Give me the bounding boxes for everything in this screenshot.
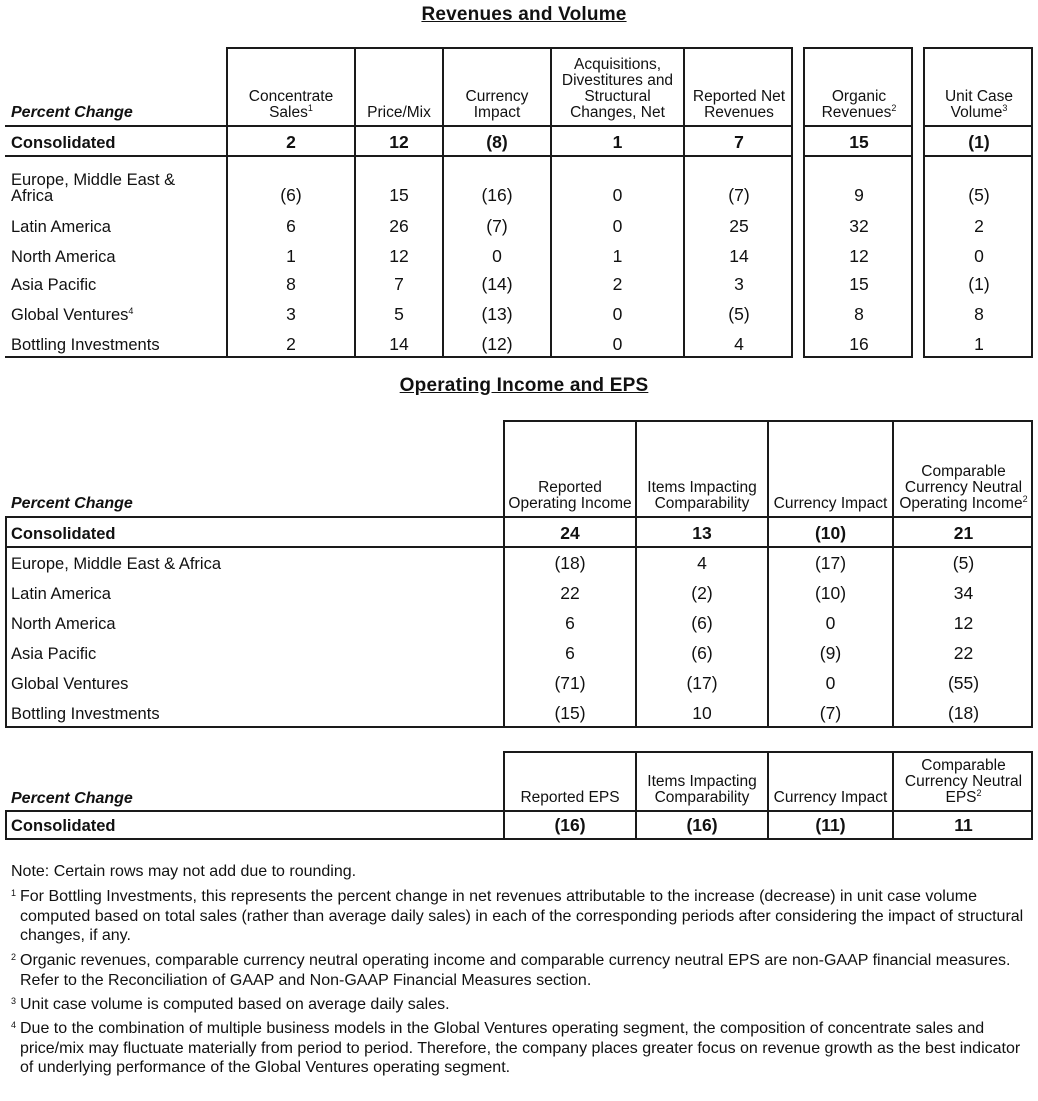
table-cell: (12) (481, 334, 513, 354)
table-cell: (1) (968, 274, 990, 294)
table-cell: 0 (825, 673, 836, 693)
table-cell: (16) (481, 185, 513, 205)
row-label-text: Global Ventures (11, 306, 129, 324)
percent-change-label: Percent Change (11, 790, 133, 807)
column-header-text: Reported Net Revenues (692, 88, 786, 121)
consolidated-value: 2 (286, 132, 296, 152)
footnote-text: Unit case volume is computed based on average daily sales. (20, 996, 450, 1013)
table-cell: (5) (952, 553, 975, 573)
footnote (11, 1019, 1033, 1078)
column-header-text: Currency Impact (773, 495, 888, 512)
row-label-text: Bottling Investments (11, 336, 160, 354)
footnote-marker: 3 (1002, 103, 1008, 113)
footnote-number: 2 (11, 952, 17, 962)
operating-income-eps-title: Operating Income and EPS (399, 375, 649, 396)
row-label: Global Ventures (11, 675, 129, 693)
column-header (637, 425, 767, 512)
consolidated-value: (16) (686, 815, 718, 835)
table-cell: 6 (565, 613, 575, 633)
table-cell: 0 (825, 613, 836, 633)
table-cell: 12 (953, 613, 974, 633)
column-header-text: Items Impacting Comparability (647, 479, 757, 512)
table-cell: (6) (280, 185, 302, 205)
column-header (637, 756, 767, 806)
row-label: North America (11, 615, 116, 633)
consolidated-label: Consolidated (11, 134, 116, 152)
consolidated-value: (1) (968, 132, 990, 152)
column-header (805, 52, 913, 121)
footnote (11, 887, 1033, 946)
column-header-text: Reported Operating Income (508, 479, 632, 512)
footnote-marker: 2 (976, 788, 982, 798)
row-label (11, 336, 160, 355)
table-cell: (55) (947, 673, 980, 693)
column-header (505, 756, 635, 806)
table-cell: 5 (394, 304, 404, 324)
table-cell: 15 (849, 274, 869, 294)
column-header-text: Items Impacting Comparability (647, 773, 757, 806)
consolidated-value: (8) (486, 132, 508, 152)
row-label: Asia Pacific (11, 645, 97, 663)
footnote-number: 1 (11, 888, 17, 898)
row-label: Europe, Middle East & Africa (11, 555, 222, 573)
percent-change-label: Percent Change (11, 495, 133, 512)
footnote-marker: 2 (1022, 494, 1028, 504)
row-label: Bottling Investments (11, 705, 160, 723)
row-label (11, 276, 96, 295)
table-cell: 2 (612, 274, 623, 294)
column-header-text: Price/Mix (367, 104, 431, 121)
table-cell: (18) (947, 703, 980, 723)
footnote (11, 951, 1033, 990)
table-cell: (14) (481, 274, 513, 294)
column-header (505, 425, 635, 512)
table-cell: 12 (389, 246, 409, 266)
row-label-text: Asia Pacific (11, 276, 97, 294)
consolidated-value: (16) (554, 815, 586, 835)
column-header-text: Reported EPS (520, 789, 620, 806)
column-header-text: Organic Revenues$^2$ (821, 88, 897, 121)
column-header (769, 756, 892, 806)
footnote-number: 3 (11, 996, 17, 1006)
table-cell: 12 (849, 246, 869, 266)
consolidated-value: 12 (389, 132, 409, 152)
column-header-text: Currency Impact (465, 88, 529, 121)
row-label: Latin America (11, 585, 111, 603)
table-cell: 10 (692, 703, 712, 723)
column-header (894, 425, 1033, 512)
table-cell: (17) (686, 673, 718, 693)
footnote (11, 995, 1033, 1015)
table-cell: 1 (286, 246, 296, 266)
footnote-text: For Bottling Investments, this represents the percent change in net revenues attributable to the increase (decrease) in unit case volume computed based on total sales (rather than average daily sales) in each of the corresponding periods after considering the impact of structural changes, if any. (20, 888, 1024, 944)
rounding-note: Note: Certain rows may not add due to rounding. (11, 863, 357, 880)
table-cell: (6) (691, 613, 713, 633)
footnote-number: 4 (11, 1020, 17, 1030)
percent-change-label: Percent Change (11, 104, 133, 121)
row-label (11, 306, 133, 325)
table-cell: 2 (974, 216, 984, 236)
footnote-marker: 1 (307, 103, 313, 113)
table-cell: (6) (691, 643, 713, 663)
table-cell: 0 (974, 246, 984, 266)
row-label: Europe, Middle East & Africa (11, 171, 176, 205)
revenues-volume-title: Revenues and Volume (421, 4, 627, 25)
row-label-text: Latin America (11, 218, 111, 236)
table-cell: 22 (953, 643, 974, 663)
table-cell: (71) (554, 673, 586, 693)
table-cell: (5) (728, 304, 750, 324)
footnote-text: Due to the combination of multiple business models in the Global Ventures operating segment, the composition of concentrate sales and price/mix may fluctuate materially from period to period. Therefore, the company places greater focus on revenue growth as the best indicator of underlying performance of the Global Ventures operating segment. (20, 1020, 1021, 1076)
column-header-text: Concentrate Sales$^1$ (248, 88, 334, 121)
consolidated-value: (10) (814, 523, 847, 543)
table-cell: 8 (286, 274, 296, 294)
column-header (356, 52, 442, 121)
table-cell: 9 (854, 185, 864, 205)
table-cell: 1 (974, 334, 984, 354)
table-cell: (7) (819, 703, 842, 723)
table-cell: (17) (814, 553, 847, 573)
table-cell: (18) (554, 553, 586, 573)
footnote-marker: 2 (891, 103, 897, 113)
table-cell: 0 (492, 246, 502, 266)
table-cell: 34 (953, 583, 974, 603)
column-header-text: Unit Case Volume$^3$ (944, 88, 1014, 121)
table-cell: 15 (389, 185, 409, 205)
column-header (552, 52, 683, 121)
column-header (685, 52, 793, 121)
table-cell: (7) (728, 185, 750, 205)
consolidated-value: 11 (954, 815, 973, 835)
table-cell: 3 (734, 274, 744, 294)
consolidated-value: 21 (953, 523, 974, 543)
table-cell: 3 (286, 304, 296, 324)
table-cell: (10) (814, 583, 847, 603)
consolidated-value: 1 (612, 132, 623, 152)
table-cell: (13) (481, 304, 513, 324)
table-cell: 25 (729, 216, 749, 236)
consolidated-value: (11) (815, 815, 846, 835)
table-cell: 26 (389, 216, 409, 236)
table-cell: 32 (849, 216, 869, 236)
table-cell: (5) (968, 185, 990, 205)
table-cell: 4 (734, 334, 744, 354)
row-label (11, 248, 116, 267)
table-cell: 7 (394, 274, 404, 294)
consolidated-label: Consolidated (11, 817, 116, 835)
table-cell: (9) (819, 643, 842, 663)
table-cell: 0 (612, 304, 623, 324)
footnote-text: Organic revenues, comparable currency neutral operating income and comparable currency neutral EPS are non-GAAP financial measures. Refer to the Reconciliation of GAAP and Non-GAAP Financial Measures section. (20, 952, 1011, 989)
table-cell: 0 (612, 334, 623, 354)
table-cell: 14 (729, 246, 749, 266)
table-cell: 8 (974, 304, 984, 324)
table-cell: 6 (565, 643, 575, 663)
consolidated-value: 13 (692, 523, 712, 543)
column-header-text: Comparable Currency Neutral Operating Income$^2$ (899, 463, 1028, 512)
column-header (228, 52, 354, 121)
table-cell: (2) (691, 583, 713, 603)
table-cell: 2 (286, 334, 296, 354)
table-cell: 22 (560, 583, 580, 603)
table-cell: 0 (612, 216, 623, 236)
column-header (444, 52, 550, 121)
table-cell: (7) (486, 216, 508, 236)
table-cell: (15) (554, 703, 586, 723)
footnote-marker: 4 (128, 306, 134, 316)
row-label (11, 218, 111, 237)
column-header-text: Comparable Currency Neutral EPS$^2$ (904, 757, 1023, 806)
column-header-text: Acquisitions, Divestitures and Structural Changes, Net (561, 56, 674, 121)
table-cell: 4 (697, 553, 707, 573)
table-cell: 14 (389, 334, 409, 354)
column-header (769, 425, 892, 512)
table-cell: 6 (286, 216, 296, 236)
column-header-text: Currency Impact (773, 789, 888, 806)
table-cell: 8 (854, 304, 864, 324)
column-header (925, 52, 1033, 121)
consolidated-label: Consolidated (11, 525, 116, 543)
table-cell: 1 (612, 246, 623, 266)
row-label-text: North America (11, 248, 116, 266)
consolidated-value: 7 (734, 132, 744, 152)
consolidated-value: 15 (849, 132, 869, 152)
table-cell: 16 (849, 334, 869, 354)
consolidated-value: 24 (560, 523, 580, 543)
column-header (894, 756, 1033, 806)
table-cell: 0 (612, 185, 623, 205)
